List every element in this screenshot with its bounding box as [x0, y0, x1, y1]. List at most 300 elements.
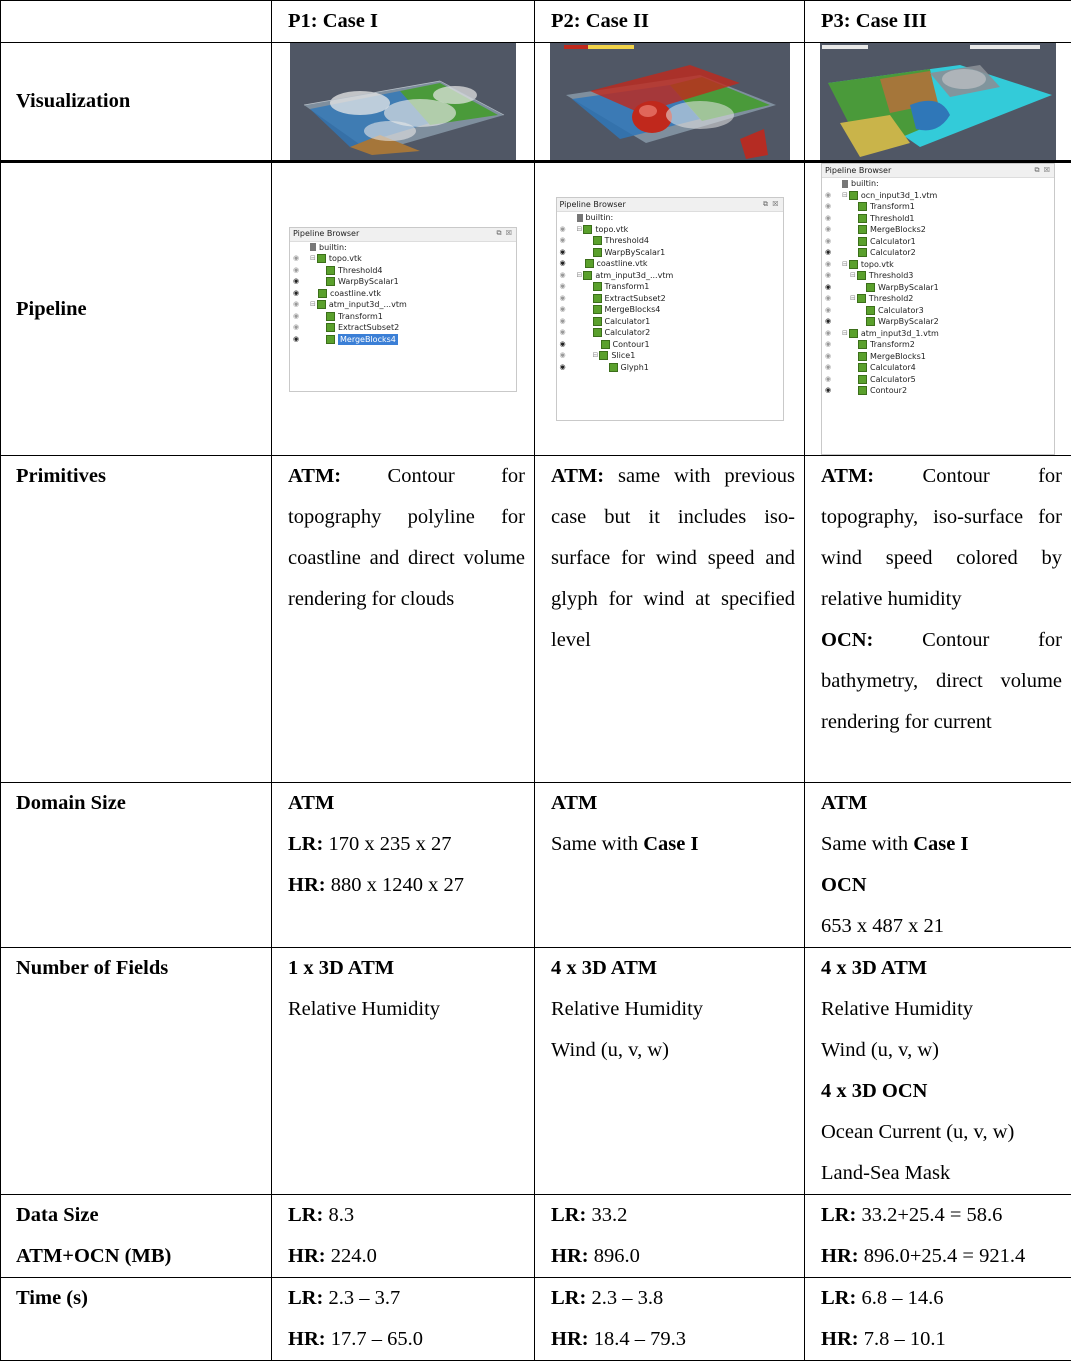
eye-icon[interactable]: ◉	[292, 277, 300, 285]
field-item: Relative Humidity	[288, 998, 441, 1020]
visualization-case3	[805, 43, 1071, 162]
cube-icon	[326, 312, 335, 321]
visualization-image-case1	[290, 43, 516, 160]
case-ref: Case I	[643, 833, 699, 855]
eye-icon[interactable]: ◉	[824, 317, 832, 325]
pipeline-item[interactable]	[822, 362, 1054, 374]
eye-icon[interactable]: ◉	[559, 259, 566, 267]
server-icon	[842, 180, 848, 188]
eye-icon[interactable]: ◉	[292, 334, 300, 343]
atm-label: ATM:	[551, 465, 605, 487]
pipeline-item-label: Calculator1	[604, 316, 651, 326]
pipeline-item[interactable]	[822, 339, 1054, 351]
eye-icon[interactable]: ◉	[559, 270, 566, 279]
cube-icon	[326, 323, 335, 332]
collapse-icon[interactable]: ⊟	[576, 224, 583, 233]
cube-icon	[858, 202, 867, 211]
data-hr	[288, 1236, 525, 1277]
eye-icon[interactable]: ◉	[559, 282, 566, 290]
eye-icon[interactable]: ◉	[559, 316, 566, 325]
field-item: Wind (u, v, w)	[821, 1039, 939, 1061]
time-lr	[821, 1278, 1062, 1319]
cube-icon	[858, 363, 867, 372]
cube-icon	[857, 271, 866, 280]
pipeline-item-label: WarpByScalar1	[338, 277, 399, 286]
hr-value: 880 x 1240 x 27	[325, 874, 464, 896]
lr-value: 170 x 235 x 27	[323, 833, 452, 855]
data-hr	[551, 1236, 795, 1277]
same-text: Same with	[821, 833, 914, 855]
cube-icon	[858, 386, 867, 395]
pipeline-item[interactable]	[822, 351, 1054, 363]
domain-case3	[805, 783, 1071, 948]
eye-icon[interactable]: ◉	[559, 247, 566, 256]
primitives-text: Contour for topography, iso-surface for wind speed colored by relative humidity	[821, 465, 1062, 610]
pipeline-browser-title: Pipeline Browser	[825, 165, 892, 175]
pipeline-item-label: Calculator2	[604, 328, 651, 337]
pipeline-item[interactable]	[557, 350, 783, 362]
fields-heading: 4 x 3D ATM	[551, 957, 658, 979]
server-icon	[310, 243, 316, 251]
pipeline-item-label: MergeBlocks4	[340, 334, 396, 344]
pipeline-item[interactable]	[822, 305, 1054, 317]
pipeline-item-label: Threshold4	[604, 236, 650, 245]
pipeline-item[interactable]	[557, 293, 783, 305]
time-row	[1, 1278, 1071, 1361]
pipeline-item-label: atm_input3d_1.vtm	[860, 328, 939, 338]
cube-icon	[858, 352, 867, 361]
pipeline-item[interactable]	[822, 374, 1054, 386]
data-lr	[821, 1195, 1069, 1236]
fields-heading-ocn: 4 x 3D OCN	[821, 1080, 928, 1102]
cube-icon	[317, 300, 326, 309]
fields-heading: 4 x 3D ATM	[821, 957, 928, 979]
pipeline-item[interactable]	[557, 281, 783, 293]
pipeline-item[interactable]	[822, 328, 1054, 340]
pipeline-item[interactable]	[822, 385, 1054, 397]
hr-label: HR:	[821, 1245, 859, 1267]
pipeline-item[interactable]	[290, 253, 516, 265]
pipeline-browser-title: Pipeline Browser	[559, 199, 626, 209]
lr-value: 33.2+25.4 = 58.6	[856, 1204, 1003, 1226]
cube-icon	[593, 236, 602, 245]
hr-value: 17.7 – 65.0	[325, 1328, 423, 1350]
collapse-icon[interactable]: ⊟	[850, 271, 856, 279]
data-size-label: Data Size	[16, 1204, 99, 1226]
pipeline-item-label: Transform2	[870, 340, 915, 349]
cube-icon	[317, 254, 326, 263]
pipeline-item[interactable]	[290, 288, 516, 300]
data-lr	[551, 1195, 795, 1236]
eye-icon[interactable]: ◉	[559, 351, 566, 359]
same-text: Same with	[551, 833, 644, 855]
eye-icon[interactable]: ◉	[824, 248, 832, 256]
pipeline-item-label: atm_input3d_...vtm	[328, 300, 407, 309]
cube-icon	[593, 328, 602, 337]
eye-icon[interactable]: ◉	[559, 328, 566, 336]
hr-value: 896.0+25.4 = 921.4	[858, 1245, 1026, 1267]
pipeline-item[interactable]	[290, 299, 516, 311]
cube-icon	[858, 340, 867, 349]
pipeline-item-label: Transform1	[604, 282, 650, 291]
pipeline-item-label: Threshold3	[868, 271, 914, 280]
domain-lr	[288, 824, 525, 865]
hr-value: 18.4 – 79.3	[588, 1328, 686, 1350]
visualization-case2	[535, 43, 805, 162]
window-buttons-icon[interactable]: ⧉ ☒	[763, 199, 780, 208]
cube-icon	[858, 214, 867, 223]
cube-icon	[593, 317, 602, 326]
eye-icon[interactable]: ◉	[559, 293, 566, 302]
fields-case3	[805, 948, 1071, 1195]
field-item: Relative Humidity	[821, 998, 974, 1020]
cube-icon	[318, 289, 327, 298]
data-size-case2	[535, 1195, 805, 1278]
pipeline-item-label: Calculator5	[870, 374, 916, 384]
pipeline-item[interactable]	[822, 293, 1054, 305]
hr-value: 896.0	[588, 1245, 640, 1267]
pipeline-item[interactable]	[557, 304, 783, 316]
pipeline-case3	[805, 162, 1071, 456]
visualization-row	[1, 43, 1071, 162]
pipeline-item[interactable]	[557, 327, 783, 339]
lr-label: LR:	[288, 833, 324, 855]
lr-value: 2.3 – 3.7	[323, 1287, 401, 1309]
case-ref: Case I	[913, 833, 969, 855]
pipeline-item[interactable]	[822, 247, 1054, 259]
cube-icon	[583, 271, 592, 280]
pipeline-item-label: Calculator4	[870, 363, 916, 372]
pipeline-item[interactable]	[290, 322, 516, 334]
pipeline-item[interactable]	[557, 362, 783, 374]
data-size-row	[1, 1195, 1071, 1278]
eye-icon[interactable]: ◉	[824, 363, 832, 371]
lr-label: LR:	[288, 1287, 324, 1309]
eye-icon[interactable]: ◉	[824, 225, 832, 233]
pipeline-item-label: ExtractSubset2	[338, 323, 400, 332]
header-case2: P2: Case II	[535, 1, 805, 43]
pipeline-item-label: Transform1	[870, 202, 915, 211]
cube-icon	[583, 225, 592, 234]
header-case3: P3: Case III	[805, 1, 1071, 43]
eye-icon[interactable]: ◉	[824, 374, 832, 383]
visualization-image-case3	[820, 43, 1056, 160]
hr-label: HR:	[551, 1328, 589, 1350]
pipeline-row	[1, 162, 1071, 456]
cube-icon	[593, 248, 602, 257]
time-hr	[288, 1319, 525, 1360]
primitives-text: Contour for bathymetry, direct volume rendering for current	[821, 629, 1062, 733]
cube-icon	[858, 225, 867, 234]
header-row	[1, 1, 1071, 43]
cube-icon	[858, 248, 867, 257]
cube-icon	[858, 375, 867, 384]
eye-icon[interactable]: ◉	[824, 271, 832, 279]
cube-icon	[326, 266, 335, 275]
window-buttons-icon[interactable]: ⧉ ☒	[1034, 165, 1051, 174]
atm-heading: ATM	[821, 792, 868, 814]
eye-icon[interactable]: ◉	[824, 294, 832, 302]
pipeline-item[interactable]	[822, 201, 1054, 213]
pipeline-item-label: topo.vtk	[595, 224, 629, 234]
pipeline-item[interactable]	[290, 334, 516, 346]
cube-icon	[601, 340, 610, 349]
eye-icon[interactable]: ◉	[824, 213, 832, 222]
header-case1: P1: Case I	[272, 1, 535, 43]
pipeline-item[interactable]	[557, 247, 783, 259]
eye-icon[interactable]: ◉	[824, 282, 832, 291]
data-hr	[821, 1236, 1069, 1277]
domain-same	[551, 824, 795, 865]
cube-icon	[326, 277, 335, 286]
pipeline-item[interactable]	[822, 259, 1054, 271]
fields-case2	[535, 948, 805, 1195]
pipeline-item-label: Slice1	[611, 351, 636, 360]
pipeline-item[interactable]	[822, 236, 1054, 248]
pipeline-item[interactable]	[290, 265, 516, 277]
pipeline-item-label: Threshold1	[870, 213, 915, 223]
hr-label: HR:	[551, 1245, 589, 1267]
cube-icon	[866, 283, 875, 292]
eye-icon[interactable]: ◉	[559, 224, 566, 233]
field-item: Land-Sea Mask	[821, 1162, 951, 1184]
atm-heading: ATM	[288, 792, 335, 814]
eye-icon[interactable]: ◉	[559, 236, 566, 244]
cube-icon	[593, 294, 602, 303]
collapse-icon[interactable]: ⊟	[850, 294, 856, 302]
primitives-text: Contour for topography polyline for coastline and direct volume rendering for clouds	[288, 465, 525, 610]
collapse-icon[interactable]: ⊟	[310, 300, 316, 308]
pipeline-item[interactable]	[557, 339, 783, 351]
pipeline-item-label: Glyph1	[620, 362, 649, 372]
ocn-label: OCN:	[821, 629, 874, 651]
pipeline-item[interactable]	[822, 316, 1054, 328]
visualization-case1	[272, 43, 535, 162]
pipeline-item-label: builtin:	[851, 179, 879, 188]
collapse-icon[interactable]: ⊟	[842, 190, 848, 199]
pipeline-browser-header	[822, 164, 1054, 178]
eye-icon[interactable]: ◉	[292, 254, 300, 262]
pipeline-browser-header	[290, 228, 516, 242]
pipeline-item[interactable]	[557, 316, 783, 328]
pipeline-item-label: Threshold4	[338, 265, 383, 275]
atm-label: ATM:	[821, 465, 875, 487]
hr-label: HR:	[288, 874, 326, 896]
cube-icon	[585, 259, 594, 268]
pipeline-item-label: Contour2	[870, 386, 908, 395]
pipeline-tree	[557, 212, 783, 373]
pipeline-item-label: atm_input3d_...vtm	[595, 270, 674, 280]
row-label-number-of-fields: Number of Fields	[1, 948, 272, 1195]
cube-icon	[609, 363, 618, 372]
eye-icon[interactable]: ◉	[559, 305, 566, 313]
primitives-case3	[805, 456, 1071, 783]
lr-label: LR:	[821, 1287, 857, 1309]
row-label-pipeline: Pipeline	[1, 162, 272, 456]
row-label-domain-size: Domain Size	[1, 783, 272, 948]
pipeline-item[interactable]	[557, 212, 783, 224]
cube-icon	[593, 282, 602, 291]
data-lr	[288, 1195, 525, 1236]
lr-label: LR:	[821, 1204, 857, 1226]
eye-icon[interactable]: ◉	[292, 311, 300, 320]
pipeline-item-label: topo.vtk	[860, 259, 894, 269]
primitives-case1	[272, 456, 535, 783]
lr-label: LR:	[551, 1287, 587, 1309]
cube-icon	[849, 260, 858, 269]
pipeline-case1	[272, 162, 535, 456]
pipeline-item-label: builtin:	[319, 242, 347, 252]
row-label-time: Time (s)	[1, 1278, 272, 1361]
pipeline-tree	[290, 242, 516, 346]
field-item: Wind (u, v, w)	[551, 1039, 669, 1061]
eye-icon[interactable]: ◉	[292, 288, 300, 297]
data-size-case3	[805, 1195, 1071, 1278]
cube-icon	[849, 191, 858, 200]
data-size-case1	[272, 1195, 535, 1278]
atm-heading: ATM	[551, 792, 598, 814]
eye-icon[interactable]: ◉	[824, 236, 832, 245]
pipeline-item-label: coastline.vtk	[330, 288, 381, 298]
eye-icon[interactable]: ◉	[824, 305, 832, 314]
visualization-image-case2	[550, 43, 790, 160]
pipeline-item[interactable]	[822, 270, 1054, 282]
eye-icon[interactable]: ◉	[824, 328, 832, 337]
pipeline-item[interactable]	[557, 270, 783, 282]
hr-value: 7.8 – 10.1	[858, 1328, 946, 1350]
lr-value: 2.3 – 3.8	[586, 1287, 664, 1309]
pipeline-item-label: MergeBlocks2	[870, 225, 926, 234]
pipeline-item-label: Calculator3	[878, 305, 924, 315]
hr-label: HR:	[288, 1245, 326, 1267]
collapse-icon[interactable]: ⊟	[842, 328, 848, 337]
lr-label: LR:	[551, 1204, 587, 1226]
time-hr	[551, 1319, 795, 1360]
domain-same	[821, 824, 1062, 865]
pipeline-browser-title: Pipeline Browser	[293, 229, 360, 239]
fields-case1	[272, 948, 535, 1195]
pipeline-browser-case2	[556, 197, 784, 421]
pipeline-tree	[822, 178, 1054, 397]
pipeline-item-label: ocn_input3d_1.vtm	[860, 190, 938, 200]
eye-icon[interactable]: ◉	[824, 351, 832, 360]
pipeline-item-label: Calculator2	[870, 248, 916, 257]
collapse-icon[interactable]: ⊟	[310, 254, 316, 262]
pipeline-item-label: WarpByScalar2	[878, 317, 939, 326]
time-lr	[288, 1278, 525, 1319]
hr-label: HR:	[288, 1328, 326, 1350]
hr-label: HR:	[821, 1328, 859, 1350]
lr-label: LR:	[288, 1204, 324, 1226]
collapse-icon[interactable]: ⊟	[576, 270, 583, 279]
pipeline-item-label: MergeBlocks1	[870, 351, 926, 361]
lr-value: 8.3	[323, 1204, 355, 1226]
cube-icon	[593, 305, 602, 314]
eye-icon[interactable]: ◉	[292, 300, 300, 308]
pipeline-item-label: ExtractSubset2	[604, 293, 666, 303]
pipeline-item-label: builtin:	[585, 213, 614, 222]
pipeline-item-label: topo.vtk	[328, 254, 362, 263]
pipeline-item[interactable]	[557, 235, 783, 247]
eye-icon[interactable]: ◉	[824, 386, 832, 394]
pipeline-item[interactable]	[290, 242, 516, 254]
domain-size-row	[1, 783, 1071, 948]
primitives-case2	[535, 456, 805, 783]
pipeline-item[interactable]	[557, 258, 783, 270]
cube-icon	[858, 237, 867, 246]
pipeline-item-label: WarpByScalar1	[604, 247, 666, 257]
eye-icon[interactable]: ◉	[559, 362, 566, 371]
pipeline-browser-case3	[821, 163, 1055, 455]
cube-icon	[857, 294, 866, 303]
collapse-icon[interactable]: ⊟	[592, 351, 599, 359]
time-case3	[805, 1278, 1071, 1361]
pipeline-item[interactable]	[822, 178, 1054, 190]
primitives-row	[1, 456, 1071, 783]
pipeline-item[interactable]	[290, 311, 516, 323]
time-case1	[272, 1278, 535, 1361]
domain-case1	[272, 783, 535, 948]
eye-icon[interactable]: ◉	[824, 202, 832, 210]
pipeline-item[interactable]	[822, 282, 1054, 294]
window-buttons-icon[interactable]: ⧉ ☒	[496, 229, 513, 238]
number-of-fields-row	[1, 948, 1071, 1195]
cube-icon	[849, 329, 858, 338]
eye-icon[interactable]: ◉	[292, 323, 300, 331]
row-label-visualization: Visualization	[1, 43, 272, 162]
pipeline-item-label: Transform1	[338, 311, 383, 321]
ocn-heading: OCN	[821, 874, 867, 896]
pipeline-item-label: coastline.vtk	[596, 259, 648, 268]
cube-icon	[866, 306, 875, 315]
pipeline-item[interactable]	[822, 213, 1054, 225]
pipeline-browser-header	[557, 198, 783, 212]
pipeline-item[interactable]	[557, 224, 783, 236]
time-hr	[821, 1319, 1062, 1360]
fields-heading: 1 x 3D ATM	[288, 957, 395, 979]
cube-icon	[866, 317, 875, 326]
pipeline-item-label: MergeBlocks4	[604, 305, 661, 314]
cube-icon	[326, 335, 335, 344]
eye-icon[interactable]: ◉	[824, 190, 832, 199]
header-blank	[1, 1, 272, 43]
pipeline-item[interactable]	[822, 190, 1054, 202]
field-item: Ocean Current (u, v, w)	[821, 1121, 1015, 1143]
pipeline-case2	[535, 162, 805, 456]
time-case2	[535, 1278, 805, 1361]
pipeline-item-label: Threshold2	[868, 294, 914, 303]
collapse-icon[interactable]: ⊟	[842, 259, 848, 268]
pipeline-item[interactable]	[290, 276, 516, 288]
hr-value: 224.0	[325, 1245, 377, 1267]
eye-icon[interactable]: ◉	[559, 339, 566, 348]
pipeline-item-label: Contour1	[612, 339, 650, 349]
pipeline-item-label: Calculator1	[870, 236, 916, 246]
eye-icon[interactable]: ◉	[292, 265, 300, 274]
cube-icon	[599, 351, 608, 360]
domain-case2	[535, 783, 805, 948]
pipeline-browser-case1	[289, 227, 517, 392]
data-size-unit-label: ATM+OCN (MB)	[16, 1245, 172, 1267]
pipeline-item[interactable]	[822, 224, 1054, 236]
time-lr	[551, 1278, 795, 1319]
eye-icon[interactable]: ◉	[824, 259, 832, 268]
server-icon	[577, 214, 583, 222]
eye-icon[interactable]: ◉	[824, 340, 832, 348]
row-label-primitives: Primitives	[1, 456, 272, 783]
ocn-size: 653 x 487 x 21	[821, 915, 944, 937]
domain-hr	[288, 865, 525, 906]
